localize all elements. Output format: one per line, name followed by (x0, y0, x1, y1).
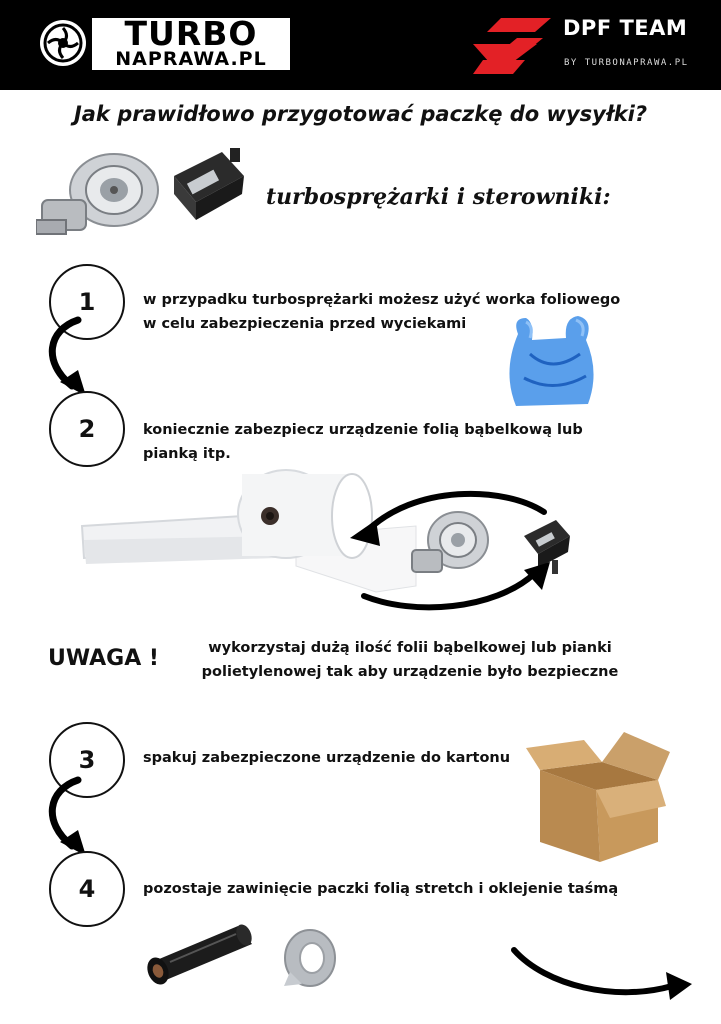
step-2-number: 2 (49, 391, 125, 467)
step-4-text-line1: pozostaje zawinięcie paczki folią stretch i oklejenie taśmą (143, 881, 619, 897)
logo-naprawa-text: NAPRAWA.PL (115, 48, 267, 70)
logo-wordmark (92, 14, 290, 70)
brand-title: DPF TEAM (563, 16, 688, 40)
plastic-bag-image (500, 314, 604, 410)
warning-text-line1: wykorzystaj dużą ilość folii bąbelkowej lub pianki (208, 640, 612, 656)
stretch-film-image (140, 922, 256, 988)
page-title: Jak prawidłowo przygotować paczkę do wysyłki? (73, 102, 648, 126)
step-4-number: 4 (49, 851, 125, 927)
step-2-text-line1: koniecznie zabezpiecz urządzenie folią bąbelkową lub (143, 422, 583, 438)
header-bar (0, 0, 721, 90)
curved-arrow-icon (38, 776, 98, 858)
section-subheading: turbosprężarki i sterowniki: (266, 184, 611, 210)
turbocharger-image (36, 150, 162, 238)
warning-label: UWAGA ! (48, 646, 159, 671)
curved-arrow-icon (506, 940, 696, 1010)
turbo-wheel-icon (40, 20, 86, 66)
turbonaprawa-logo[interactable] (40, 14, 290, 72)
step-1-text-line2: w celu zabezpieczenia przed wyciekami (143, 316, 467, 332)
warning-text-line2: polietylenowej tak aby urządzenie było bezpieczne (201, 664, 619, 680)
curved-arrow-icon (38, 316, 98, 398)
brand-subtitle: BY TURBONAPRAWA.PL (564, 58, 689, 68)
step-1-number: 1 (49, 264, 125, 340)
step-2-text-line2: pianką itp. (143, 446, 231, 462)
dpf-team-emblem-icon (473, 18, 551, 74)
actuator-image (166, 146, 248, 226)
duct-tape-image (282, 928, 338, 988)
curved-arrow-icon (344, 486, 558, 616)
step-1-text-line1: w przypadku turbosprężarki możesz użyć worka foliowego (143, 292, 621, 308)
step-3-number: 3 (49, 722, 125, 798)
logo-turbo-text: TURBO (124, 14, 258, 53)
carton-box-image (526, 730, 670, 866)
step-3-text-line1: spakuj zabezpieczone urządzenie do kartonu (143, 750, 511, 766)
